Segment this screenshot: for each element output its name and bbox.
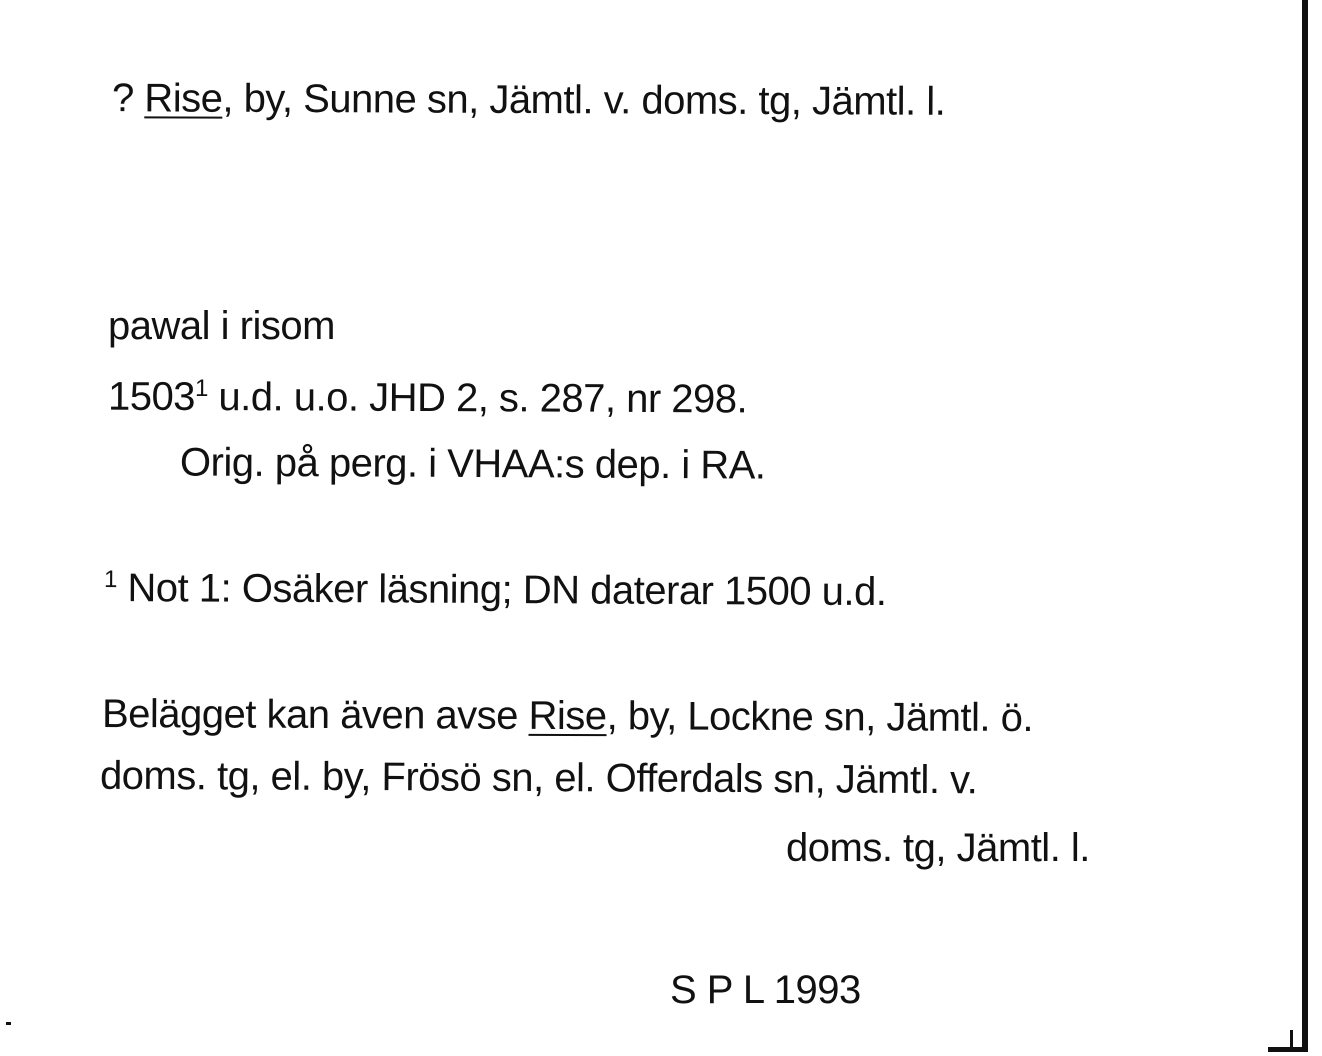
scan-speck [6, 1022, 11, 1025]
card-right-edge [1302, 0, 1308, 1050]
date-year: 1503 [107, 374, 196, 419]
header-location: , by, Sunne sn, Jämtl. v. doms. tg, Jämtl. l. [222, 76, 946, 124]
header-prefix: ? [111, 76, 145, 121]
remark-lead: Belägget kan även avse [101, 691, 529, 738]
attested-form: pawal i risom [108, 304, 335, 348]
date-footnote-mark: 1 [194, 374, 208, 403]
remark-line-2: doms. tg, el. by, Frösö sn, el. Offerdals sn, Jämtl. v. [99, 753, 978, 803]
footnote [104, 564, 887, 616]
footnote-text: Not 1: Osäker läsning; DN daterar 1500 u.d. [116, 566, 887, 615]
date-source-reference: u.d. u.o. JHD 2, s. 287, nr 298. [207, 375, 748, 422]
original-source: Orig. på perg. i VHAA:s dep. i RA. [179, 440, 766, 488]
remark-place-name: Rise [528, 693, 607, 739]
remark-line-3: doms. tg, Jämtl. l. [786, 826, 1090, 870]
signature: S P L 1993 [670, 968, 861, 1012]
card-header [112, 74, 946, 126]
remark-location: , by, Lockne sn, Jämtl. ö. [606, 694, 1034, 741]
header-place-name: Rise [144, 76, 223, 121]
card-corner-foot [1268, 1047, 1308, 1052]
footnote-mark: 1 [103, 565, 117, 594]
remark-line-1 [102, 690, 1033, 742]
date-reference [108, 373, 747, 424]
card-corner-tick [1290, 1030, 1293, 1052]
